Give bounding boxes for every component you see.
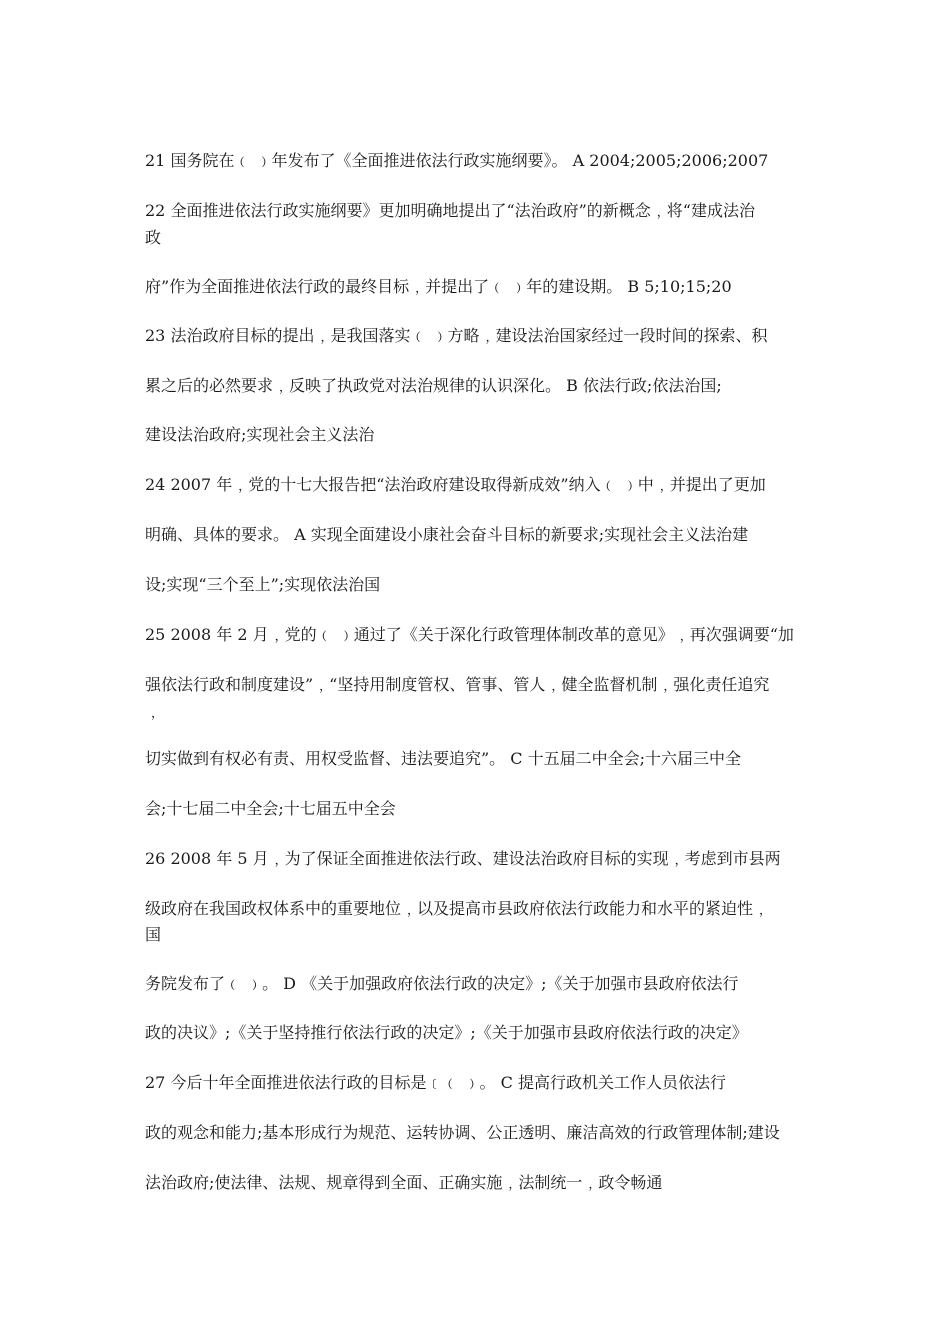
text-line: 设;实现“三个至上”;实现依法治国 — [145, 575, 381, 594]
text-line: 26 2008 年 5 月﹐为了保证全面推进依法行政、建设法治政府目标的实现﹐考虑到市县两 — [145, 849, 781, 868]
text-line: 21 国务院在﹙ ﹚年发布了《全面推进依法行政实施纲要》。 A 2004;2005;2006;2007 — [145, 151, 769, 170]
text-line: 政的观念和能力;基本形成行为规范、运转协调、公正透明、廉洁高效的行政管理体制;建设 — [145, 1123, 780, 1142]
text-line: 国 — [145, 925, 162, 944]
text-line: 24 2007 年﹐党的十七大报告把“法治政府建设取得新成效”纳入﹙ ﹚中﹐并提出了更加 — [145, 475, 766, 494]
text-line: 25 2008 年 2 月﹐党的﹙ ﹚通过了《关于深化行政管理体制改革的意见》﹐再次强调要“加 — [145, 625, 794, 644]
text-line: ﹐ — [145, 702, 162, 721]
text-line: 明确、具体的要求。 A 实现全面建设小康社会奋斗目标的新要求;实现社会主义法治建 — [145, 525, 749, 544]
text-line: 政 — [145, 228, 162, 247]
text-line: 强依法行政和制度建设”﹐“坚持用制度管权、管事、管人﹐健全监督机制﹐强化责任追究 — [145, 675, 770, 694]
text-line: 法治政府;使法律、法规、规章得到全面、正确实施﹐法制统一﹐政令畅通 — [145, 1173, 663, 1192]
text-line: 务院发布了﹙ ﹚。 D 《关于加强政府依法行政的决定》;《关于加强市县政府依法行 — [145, 974, 739, 993]
text-line: 27 今后十年全面推进依法行政的目标是﹝﹙ ﹚。 C 提高行政机关工作人员依法行 — [145, 1073, 726, 1092]
text-line: 建设法治政府;实现社会主义法治 — [145, 425, 375, 444]
text-line: 23 法治政府目标的提出﹐是我国落实﹙ ﹚方略﹐建设法治国家经过一段时间的探索、积 — [145, 326, 768, 345]
text-line: 政的决议》;《关于坚持推行依法行政的决定》;《关于加强市县政府依法行政的决定》 — [145, 1023, 748, 1042]
text-line: 府”作为全面推进依法行政的最终目标﹐并提出了﹙ ﹚年的建设期。 B 5;10;15;20 — [145, 277, 732, 296]
text-line: 累之后的必然要求﹐反映了执政党对法治规律的认识深化。 B 依法行政;依法治国; — [145, 376, 722, 395]
text-line: 22 全面推进依法行政实施纲要》更加明确地提出了“法治政府”的新概念﹐将“建成法治 — [145, 201, 755, 220]
text-line: 切实做到有权必有责、用权受监督、违法要追究”。 C 十五届二中全会;十六届三中全 — [145, 749, 741, 768]
text-line: 级政府在我国政权体系中的重要地位﹐以及提高市县政府依法行政能力和水平的紧迫性﹐ — [145, 899, 770, 918]
text-line: 会;十七届二中全会;十七届五中全会 — [145, 799, 396, 818]
